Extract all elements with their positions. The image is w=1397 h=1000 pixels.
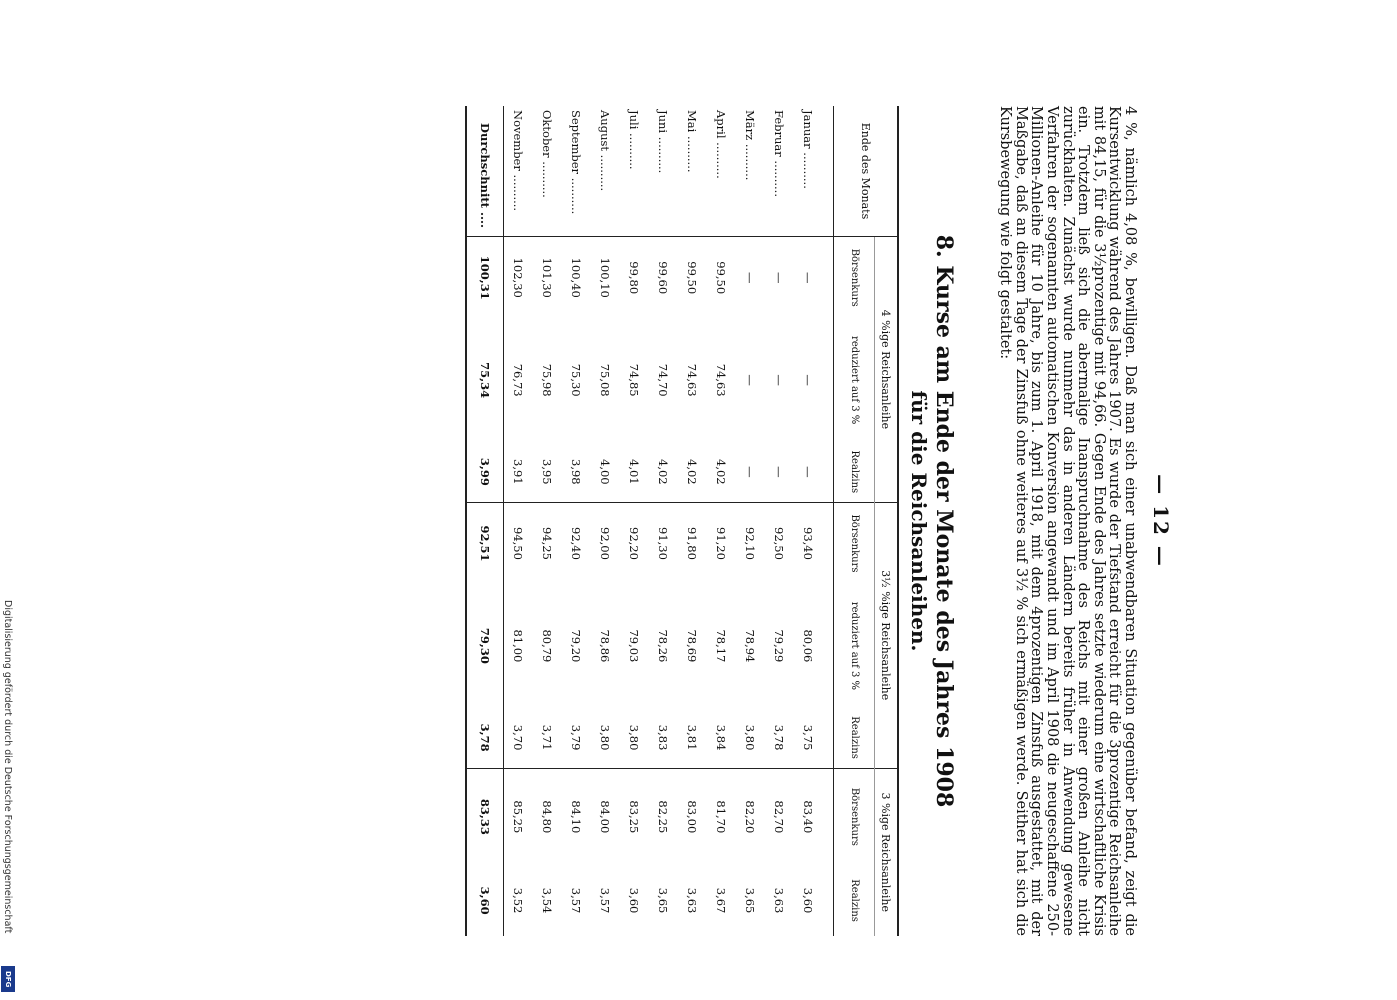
table-row <box>707 106 736 936</box>
group-header-3-5pct: 3½ %ige Reichsanleihe <box>875 502 899 768</box>
value-cell: 78,17 <box>714 629 729 663</box>
month-cell: September .......... <box>562 106 591 237</box>
month-cell: Juni .......... <box>649 106 678 237</box>
value-cell: 102,30 <box>511 257 526 298</box>
value-cell: 3,75 <box>794 708 834 768</box>
group-header-3pct: 3 %ige Reichsanleihe <box>875 768 899 936</box>
table-row <box>562 106 591 936</box>
month-cell: April .......... <box>707 106 736 237</box>
value-cell: 3,81 <box>678 708 707 768</box>
value-cell: 99,80 <box>627 261 642 295</box>
table-row <box>533 106 562 936</box>
table-row <box>649 106 678 936</box>
value-cell: 3,79 <box>562 708 591 768</box>
value-cell: 4,02 <box>707 442 736 502</box>
value-cell: 92,50 <box>772 527 787 560</box>
value-cell: 76,73 <box>511 363 526 397</box>
month-cell: Mai .......... <box>678 106 707 237</box>
section-title: 8. Kurse am Ende der Monate des Jahres 1908 <box>931 234 957 808</box>
value-cell: 3,65 <box>656 887 671 914</box>
value-cell: 99,50 <box>685 261 700 295</box>
month-cell: Februar .......... <box>765 106 794 237</box>
month-cell: Januar .......... <box>794 106 834 237</box>
value-cell: — <box>765 442 794 502</box>
value-cell: 92,40 <box>569 527 584 560</box>
value-cell: 3,67 <box>714 887 729 914</box>
page-number: — 12 — <box>1149 474 1173 568</box>
average-row <box>466 106 504 936</box>
value-cell: 83,40 <box>801 800 816 834</box>
value-cell: 100,40 <box>569 257 584 298</box>
value-cell: 100,31 <box>466 237 504 319</box>
month-cell: Juli .......... <box>620 106 649 237</box>
value-cell: 84,80 <box>540 800 555 834</box>
value-cell: 3,80 <box>736 708 765 768</box>
value-cell: — <box>794 442 834 502</box>
digitization-credit <box>0 600 18 995</box>
value-cell: 91,30 <box>656 527 671 560</box>
table-row <box>620 106 649 936</box>
sub-header-realzins: Realzins <box>834 442 875 502</box>
sub-header-boersenkurs: Börsenkurs <box>834 768 875 865</box>
value-cell: 83,25 <box>627 800 642 834</box>
value-cell: 3,99 <box>466 442 504 502</box>
value-cell: 79,03 <box>627 629 642 663</box>
value-cell: 3,84 <box>707 708 736 768</box>
value-cell: — <box>772 271 787 284</box>
dfg-logo: DFG <box>1 966 15 992</box>
value-cell: — <box>801 374 816 386</box>
value-cell: 3,63 <box>772 887 787 914</box>
value-cell: 74,63 <box>685 363 700 397</box>
value-cell: 78,26 <box>656 629 671 663</box>
value-cell: 80,06 <box>801 629 816 663</box>
value-cell: 84,00 <box>598 800 613 834</box>
value-cell: 3,63 <box>685 887 700 914</box>
value-cell: 82,70 <box>772 800 787 834</box>
value-cell: 80,79 <box>540 629 555 663</box>
section-subtitle: für die Reichsanleihen. <box>907 390 931 652</box>
value-cell: 3,91 <box>504 442 534 502</box>
value-cell: 74,63 <box>714 363 729 397</box>
value-cell: 3,71 <box>533 708 562 768</box>
sub-header-boersenkurs: Börsenkurs <box>834 237 875 319</box>
value-cell: 75,34 <box>466 318 504 441</box>
value-cell: 78,86 <box>598 629 613 663</box>
table-row <box>765 106 794 936</box>
month-cell: März .......... <box>736 106 765 237</box>
value-cell: 81,00 <box>511 629 526 663</box>
value-cell: 78,69 <box>685 629 700 663</box>
value-cell: 3,95 <box>533 442 562 502</box>
value-cell: 99,50 <box>714 261 729 295</box>
column-header-month: Ende des Monats <box>834 106 899 237</box>
month-cell: Durchschnitt .... <box>466 106 504 237</box>
value-cell: 75,98 <box>540 363 555 397</box>
month-cell: November .......... <box>504 106 534 237</box>
table-row <box>504 106 534 936</box>
value-cell: 93,40 <box>801 527 816 560</box>
value-cell: 3,60 <box>801 887 816 914</box>
value-cell: 99,60 <box>656 261 671 295</box>
table-row <box>794 106 834 936</box>
value-cell: 79,30 <box>466 584 504 707</box>
sub-header-realzins: Realzins <box>834 865 875 936</box>
value-cell: 3,98 <box>562 442 591 502</box>
table-row <box>678 106 707 936</box>
value-cell: 4,00 <box>591 442 620 502</box>
value-cell: 101,30 <box>540 257 555 298</box>
value-cell: 78,94 <box>743 629 758 663</box>
rotated-page <box>243 106 1173 936</box>
value-cell: 3,80 <box>620 708 649 768</box>
value-cell: 3,52 <box>511 887 526 914</box>
table-body <box>466 106 834 936</box>
value-cell: 3,83 <box>649 708 678 768</box>
value-cell: 3,78 <box>466 708 504 768</box>
value-cell: 4,02 <box>678 442 707 502</box>
value-cell: 4,01 <box>620 442 649 502</box>
value-cell: 75,30 <box>569 363 584 397</box>
value-cell: 85,25 <box>511 800 526 834</box>
value-cell: 82,20 <box>743 800 758 834</box>
bond-price-table <box>465 106 899 936</box>
month-cell: Oktober .......... <box>533 106 562 237</box>
value-cell: 3,60 <box>466 865 504 936</box>
value-cell: 94,25 <box>540 527 555 560</box>
value-cell: 75,08 <box>598 363 613 397</box>
value-cell: 3,57 <box>598 887 613 914</box>
value-cell: 94,50 <box>511 527 526 560</box>
value-cell: 81,70 <box>714 800 729 834</box>
value-cell: — <box>743 271 758 284</box>
value-cell: — <box>772 374 787 386</box>
value-cell: 92,00 <box>598 527 613 560</box>
sub-header-reduziert: reduziert auf 3 % <box>834 318 875 441</box>
month-cell: August .......... <box>591 106 620 237</box>
group-header-4pct: 4 %ige Reichsanleihe <box>875 237 899 503</box>
intro-paragraph: 4 %, nämlich 4,08 %, bewilligen. Daß man sich einer unabwendbaren Situation gegenüber befand, zeigt die Kursentwicklung während des Jahres 1907. Es wurde der Tiefstand erreicht für die 3prozentige Reichsanleihe mit 84,15, für die 3½prozentige mit 94,66. Gegen Ende des Jahres setzte wiederum eine wirtschaftliche Krisis ein. Trotzdem ließ sich die abermalige Inanspruchnahme des Reichs mit einer großen Anleihe nicht zurückhalten. Zunächst wurde nunmehr das in anderen Ländern bereits früher in Anwendung gewesene Verfahren der sogenannten automatischen Konversion angewandt und im April 1908 die neugeschaffene 250-Millionen-Anleihe für 10 Jahre, bis zum 1. April 1918, mit dem 4prozentigen Zinsfuß ausgestattet, mit der Maßgabe, daß an diesem Tage der Zinsfuß ohne weiteres auf 3½ % sich ermäßigen werde. Seither hat sich die Kursbewegung wie folgt gestaltet: <box>997 106 1138 936</box>
value-cell: 3,60 <box>627 887 642 914</box>
value-cell: 3,65 <box>743 887 758 914</box>
value-cell: 92,51 <box>466 502 504 584</box>
value-cell: 100,10 <box>598 257 613 298</box>
value-cell: 74,70 <box>656 363 671 397</box>
sub-header-realzins: Realzins <box>834 708 875 768</box>
value-cell: 83,00 <box>685 800 700 834</box>
value-cell: 92,20 <box>627 527 642 560</box>
value-cell: 84,10 <box>569 800 584 834</box>
value-cell: 79,29 <box>772 629 787 663</box>
value-cell: — <box>801 271 816 284</box>
table-row <box>591 106 620 936</box>
value-cell: 3,80 <box>591 708 620 768</box>
value-cell: — <box>743 374 758 386</box>
value-cell: 82,25 <box>656 800 671 834</box>
sub-header-boersenkurs: Börsenkurs <box>834 502 875 584</box>
value-cell: 3,54 <box>540 887 555 914</box>
value-cell: 91,20 <box>714 527 729 560</box>
credit-text: Digitalisierung gefördert durch die Deutsche Forschungsgemeinschaft <box>2 600 13 934</box>
value-cell: 3,70 <box>504 708 534 768</box>
value-cell: 91,80 <box>685 527 700 560</box>
value-cell: 74,85 <box>627 363 642 397</box>
value-cell: 83,33 <box>466 768 504 865</box>
value-cell: 92,10 <box>743 527 758 560</box>
value-cell: 3,78 <box>765 708 794 768</box>
value-cell: 79,20 <box>569 629 584 663</box>
value-cell: — <box>736 442 765 502</box>
value-cell: 3,57 <box>569 887 584 914</box>
sub-header-reduziert: reduziert auf 3 % <box>834 584 875 707</box>
value-cell: 4,02 <box>649 442 678 502</box>
table-row <box>736 106 765 936</box>
